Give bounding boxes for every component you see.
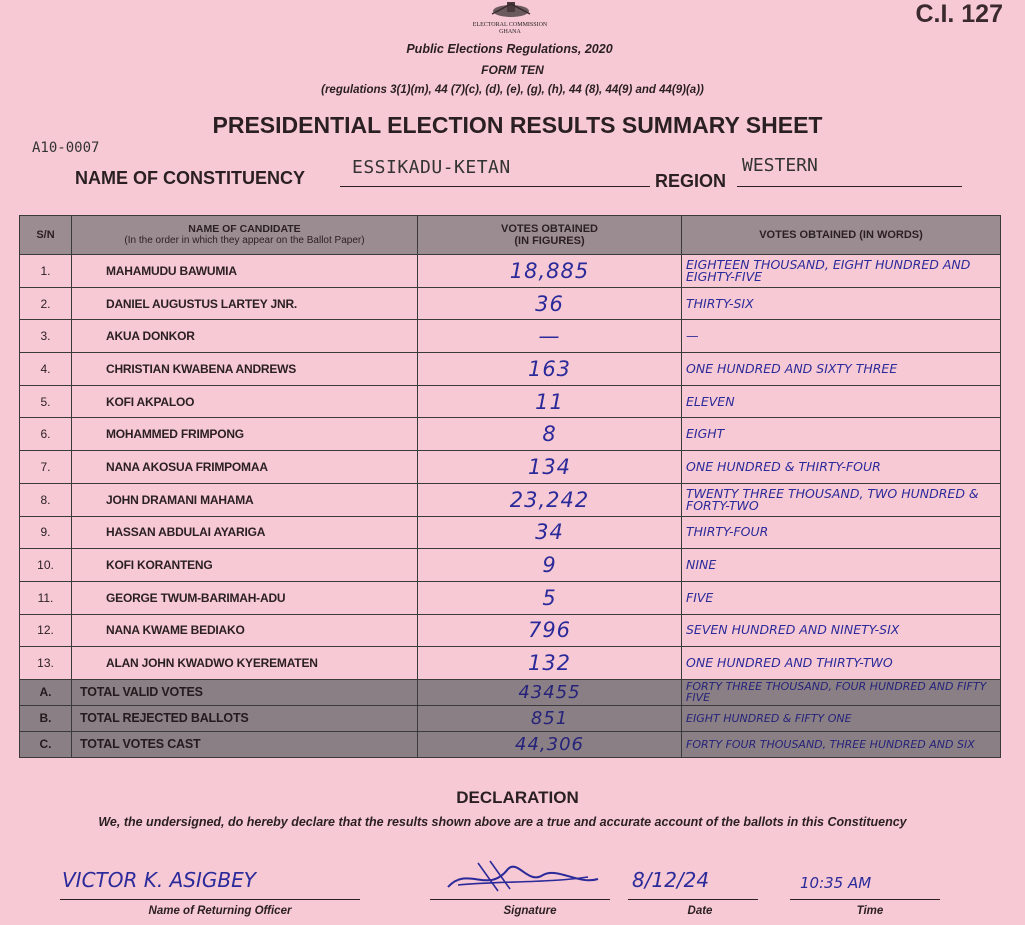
total-sn: C.: [20, 731, 72, 757]
votes-figures: 36: [418, 287, 682, 320]
table-row: [20, 581, 1001, 614]
commission-name: [420, 22, 600, 36]
time-value: 10:35 AM: [800, 874, 872, 892]
form-code: C.I. 127: [915, 0, 1003, 28]
votes-figures: 8: [418, 418, 682, 451]
header-sn: S/N: [20, 216, 72, 255]
signature-label: Signature: [503, 905, 557, 917]
coat-of-arms-icon: [488, 0, 534, 18]
row-sn: 1.: [20, 255, 72, 288]
table-row: [20, 516, 1001, 549]
votes-words: —: [682, 320, 1001, 353]
header-candidate: [72, 216, 418, 255]
row-sn: 11.: [20, 581, 72, 614]
row-sn: 10.: [20, 549, 72, 582]
row-sn: 9.: [20, 516, 72, 549]
total-words: FORTY FOUR THOUSAND, THREE HUNDRED AND SIX: [682, 731, 1001, 757]
votes-figures: 9: [418, 549, 682, 582]
votes-words: THIRTY-FOUR: [682, 516, 1001, 549]
constituency-underline: [340, 186, 650, 187]
region-label: REGION: [655, 171, 727, 191]
total-sn: A.: [20, 679, 72, 705]
candidate-name: NANA AKOSUA FRIMPOMAA: [72, 451, 418, 484]
candidate-name: NANA KWAME BEDIAKO: [72, 614, 418, 647]
votes-figures: 163: [418, 353, 682, 386]
row-sn: 3.: [20, 320, 72, 353]
time-underline: [790, 899, 940, 900]
constituency-value: ESSIKADU-KETAN: [352, 157, 511, 178]
table-row: [20, 287, 1001, 320]
votes-words: EIGHTEEN THOUSAND, EIGHT HUNDRED AND EIGHTY-FIVE: [682, 255, 1001, 288]
table-row: [20, 549, 1001, 582]
total-figures: 851: [418, 705, 682, 731]
votes-figures: 134: [418, 451, 682, 484]
table-row: [20, 614, 1001, 647]
total-label: TOTAL VOTES CAST: [72, 731, 418, 757]
total-sn: B.: [20, 705, 72, 731]
officer-underline: [60, 899, 360, 900]
total-row: [20, 731, 1001, 757]
total-words: FORTY THREE THOUSAND, FOUR HUNDRED AND FIFTY FIVE: [682, 679, 1001, 705]
votes-words: ONE HUNDRED & THIRTY-FOUR: [682, 451, 1001, 484]
votes-figures: 34: [418, 516, 682, 549]
candidate-name: KOFI KORANTENG: [72, 549, 418, 582]
candidate-name: KOFI AKPALOO: [72, 385, 418, 418]
total-figures: 43455: [418, 679, 682, 705]
regulations-reference: (regulations 3(1)(m), 44 (7)(c), (d), (e), (g), (h), 44 (8), 44(9) and 44(9)(a)): [321, 84, 704, 96]
officer-label: Name of Returning Officer: [148, 905, 292, 917]
row-sn: 8.: [20, 483, 72, 516]
votes-words: THIRTY-SIX: [682, 287, 1001, 320]
page-title: PRESIDENTIAL ELECTION RESULTS SUMMARY SHEET: [212, 112, 823, 138]
declaration-text: We, the undersigned, do hereby declare that the results shown above are a true and accurate account of the ballots in this Constituency: [98, 815, 907, 829]
votes-figures: —: [418, 320, 682, 353]
signature-underline: [430, 899, 610, 900]
votes-figures: 11: [418, 385, 682, 418]
votes-words: EIGHT: [682, 418, 1001, 451]
date-value: 8/12/24: [632, 868, 710, 892]
results-table: [19, 215, 1001, 758]
total-figures: 44,306: [418, 731, 682, 757]
header-candidate-sub: (In the order in which they appear on the Ballot Paper): [124, 235, 365, 246]
returning-officer-signature: [438, 855, 608, 899]
header-words: VOTES OBTAINED (IN WORDS): [682, 216, 1001, 255]
votes-figures: 132: [418, 647, 682, 680]
votes-words: ONE HUNDRED AND THIRTY-TWO: [682, 647, 1001, 680]
table-row: [20, 451, 1001, 484]
candidate-name: MOHAMMED FRIMPONG: [72, 418, 418, 451]
date-underline: [628, 899, 758, 900]
votes-words: ONE HUNDRED AND SIXTY THREE: [682, 353, 1001, 386]
candidate-name: AKUA DONKOR: [72, 320, 418, 353]
table-row: [20, 647, 1001, 680]
candidate-name: MAHAMUDU BAWUMIA: [72, 255, 418, 288]
votes-figures: 23,242: [418, 483, 682, 516]
table-row: [20, 255, 1001, 288]
header-figures: [418, 216, 682, 255]
regulations-title: Public Elections Regulations, 2020: [406, 42, 613, 56]
candidate-name: CHRISTIAN KWABENA ANDREWS: [72, 353, 418, 386]
country-label: GHANA: [499, 29, 521, 35]
declaration-title: DECLARATION: [456, 788, 579, 807]
total-label: TOTAL REJECTED BALLOTS: [72, 705, 418, 731]
time-label: Time: [856, 905, 884, 917]
table-header-row: [20, 216, 1001, 255]
header-figures-label: VOTES OBTAINED: [501, 223, 598, 235]
table-row: [20, 418, 1001, 451]
total-row: [20, 679, 1001, 705]
date-label: Date: [687, 905, 713, 917]
votes-figures: 5: [418, 581, 682, 614]
table-row: [20, 483, 1001, 516]
row-sn: 7.: [20, 451, 72, 484]
row-sn: 5.: [20, 385, 72, 418]
header-candidate-label: NAME OF CANDIDATE: [188, 223, 301, 235]
header-figures-sub: (IN FIGURES): [514, 235, 585, 247]
candidate-name: GEORGE TWUM-BARIMAH-ADU: [72, 581, 418, 614]
table-row: [20, 385, 1001, 418]
row-sn: 2.: [20, 287, 72, 320]
votes-figures: 796: [418, 614, 682, 647]
votes-words: NINE: [682, 549, 1001, 582]
votes-words: SEVEN HUNDRED AND NINETY-SIX: [682, 614, 1001, 647]
votes-words: TWENTY THREE THOUSAND, TWO HUNDRED & FORTY-TWO: [682, 483, 1001, 516]
returning-officer-name: VICTOR K. ASIGBEY: [62, 868, 256, 892]
row-sn: 12.: [20, 614, 72, 647]
table-row: [20, 320, 1001, 353]
candidate-name: ALAN JOHN KWADWO KYEREMATEN: [72, 647, 418, 680]
votes-figures: 18,885: [418, 255, 682, 288]
serial-number: A10-0007: [32, 140, 100, 156]
total-row: [20, 705, 1001, 731]
constituency-label: NAME OF CONSTITUENCY: [75, 168, 306, 188]
candidate-name: DANIEL AUGUSTUS LARTEY JNR.: [72, 287, 418, 320]
region-value: WESTERN: [742, 155, 818, 176]
total-words: EIGHT HUNDRED & FIFTY ONE: [682, 705, 1001, 731]
region-underline: [737, 186, 962, 187]
form-name: FORM TEN: [481, 63, 544, 77]
votes-words: FIVE: [682, 581, 1001, 614]
candidate-name: JOHN DRAMANI MAHAMA: [72, 483, 418, 516]
row-sn: 13.: [20, 647, 72, 680]
row-sn: 6.: [20, 418, 72, 451]
commission-label: ELECTORAL COMMISSION: [472, 22, 548, 28]
candidate-name: HASSAN ABDULAI AYARIGA: [72, 516, 418, 549]
table-row: [20, 353, 1001, 386]
votes-words: ELEVEN: [682, 385, 1001, 418]
total-label: TOTAL VALID VOTES: [72, 679, 418, 705]
row-sn: 4.: [20, 353, 72, 386]
